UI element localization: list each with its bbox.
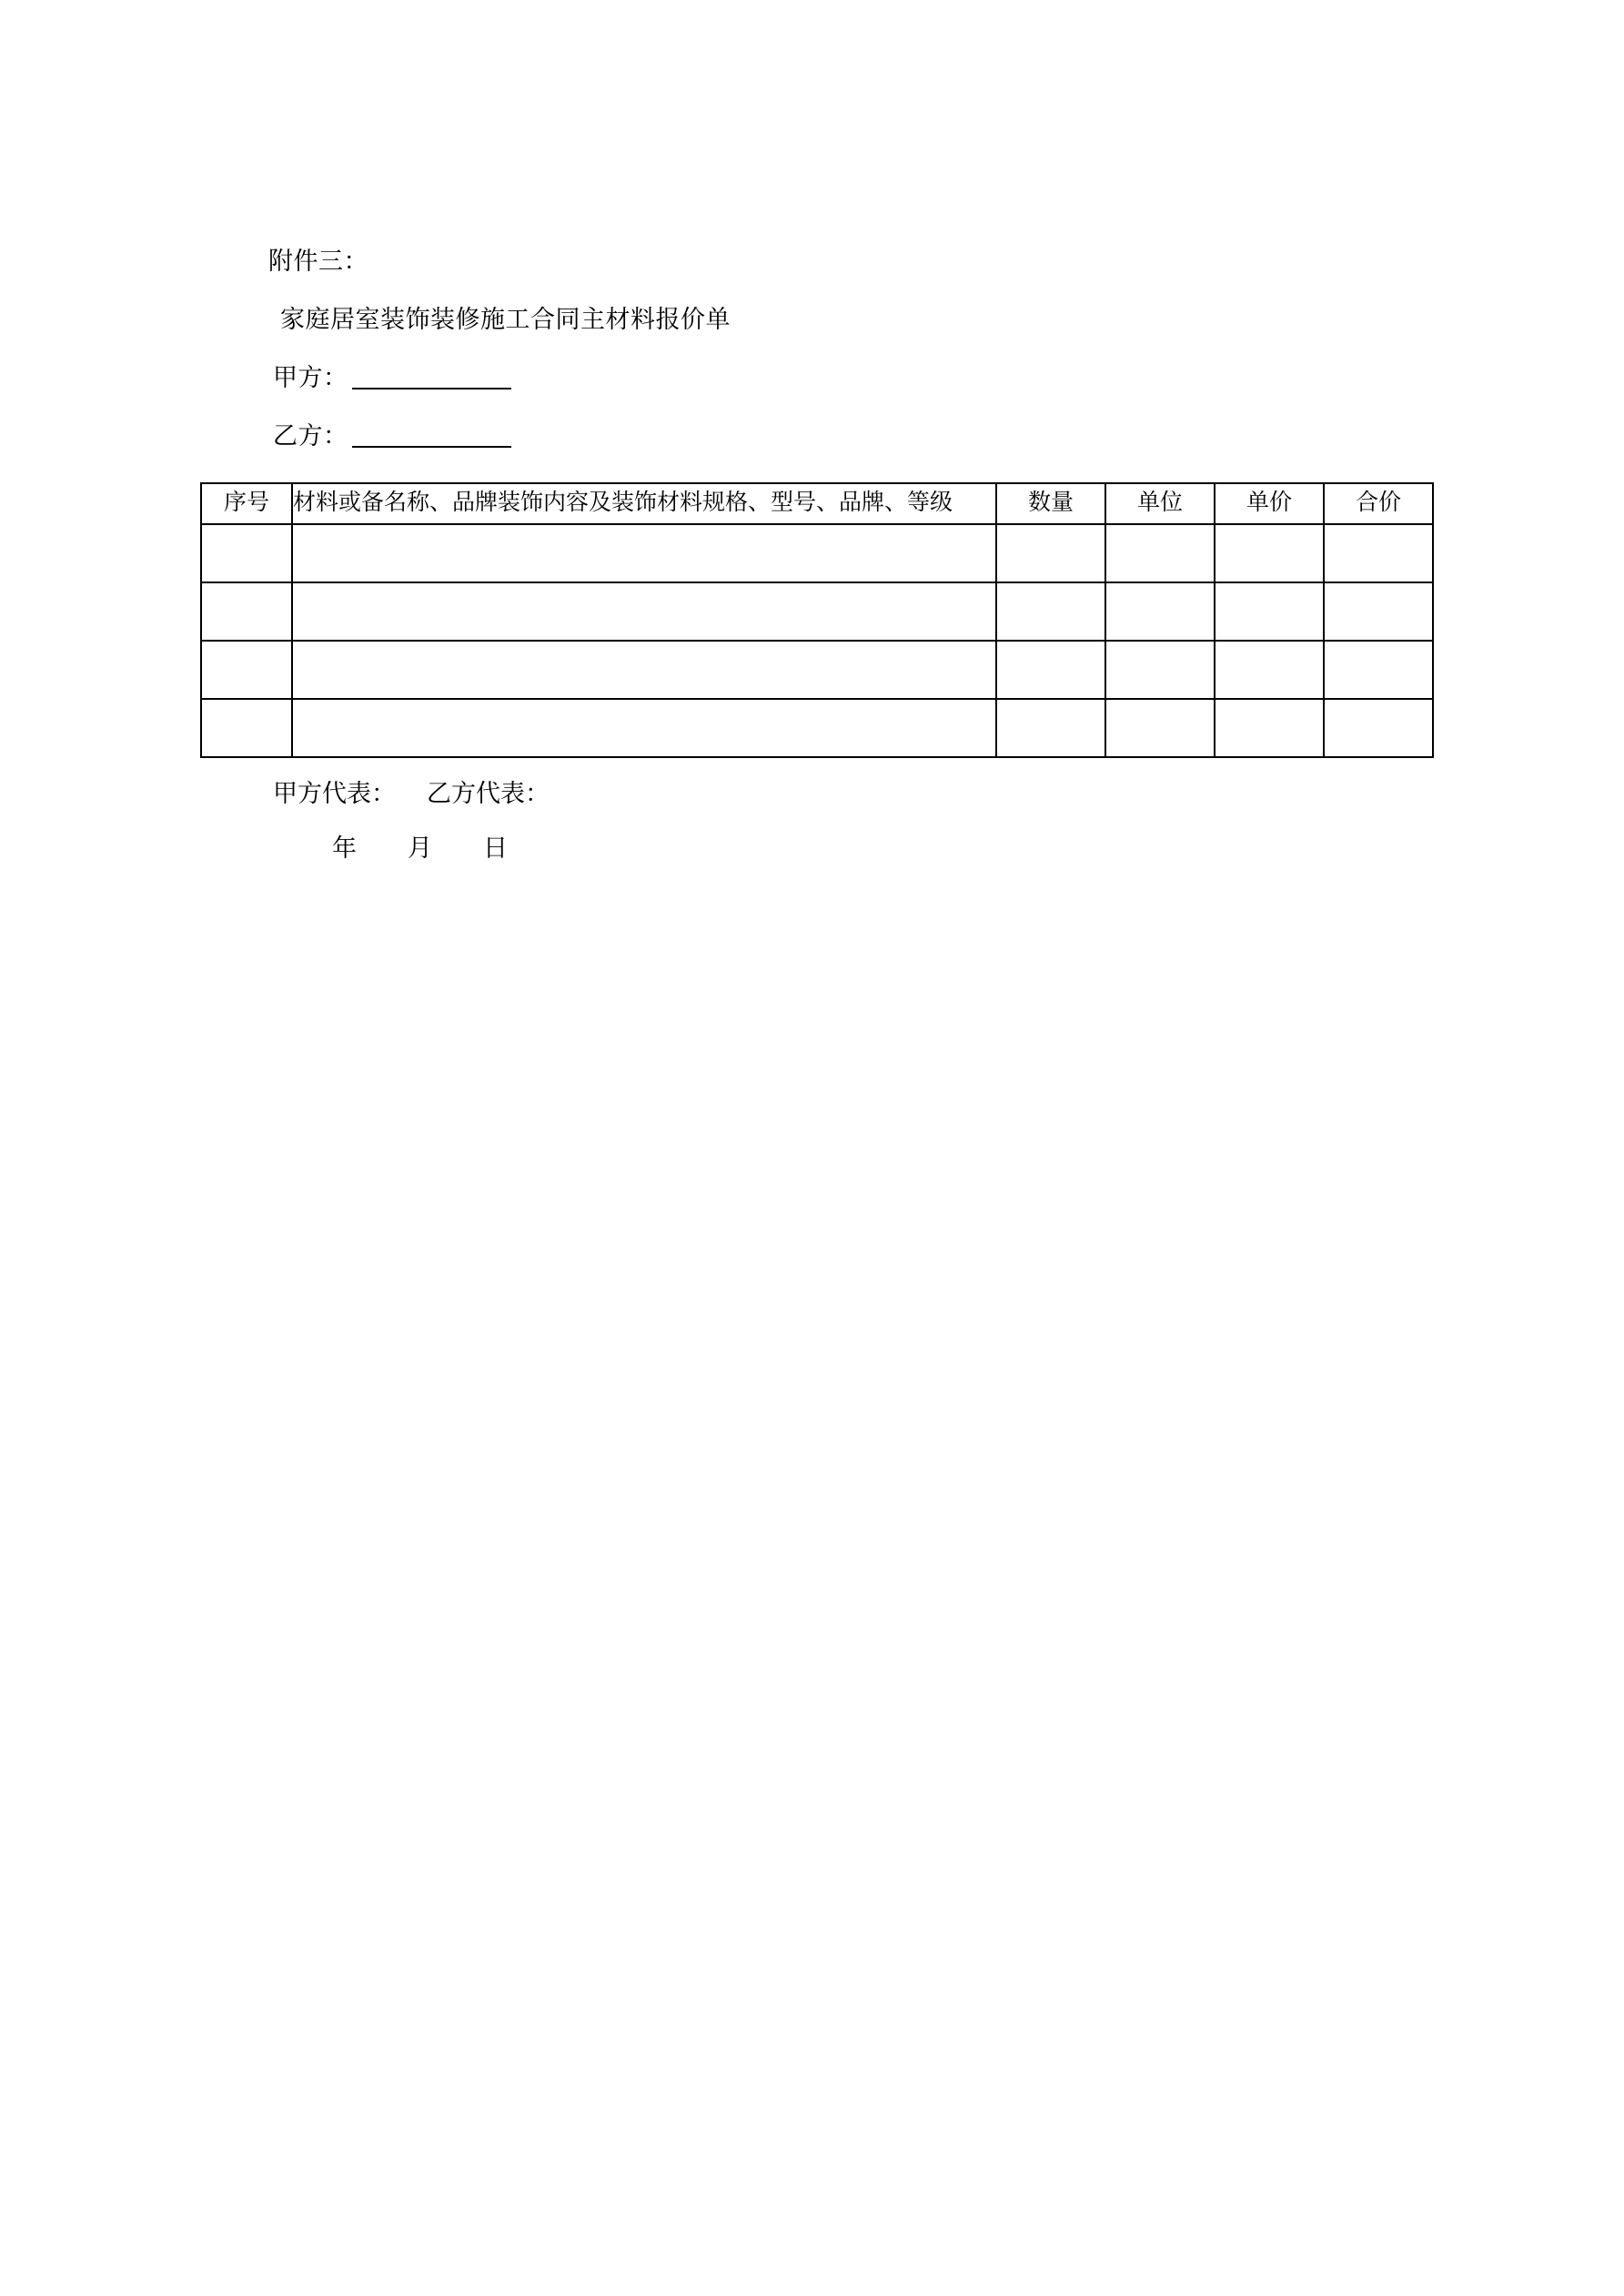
header-seq: 序号 bbox=[201, 483, 292, 524]
cell-description[interactable] bbox=[292, 641, 996, 699]
date-year-label: 年 bbox=[332, 834, 357, 862]
cell-unit-price[interactable] bbox=[1215, 699, 1324, 757]
attachment-label: 附件三： bbox=[268, 248, 368, 275]
party-a-label: 甲方： bbox=[273, 364, 348, 391]
cell-seq[interactable] bbox=[201, 641, 292, 699]
date-day-label: 日 bbox=[483, 834, 508, 862]
cell-unit[interactable] bbox=[1105, 582, 1215, 641]
cell-total-price[interactable] bbox=[1324, 699, 1433, 757]
cell-quantity[interactable] bbox=[996, 524, 1105, 582]
table-row bbox=[201, 699, 1433, 757]
party-a-line bbox=[200, 349, 1456, 407]
party-b-blank[interactable] bbox=[352, 446, 511, 448]
header-description: 材料或备名称、品牌装饰内容及装饰材料规格、型号、品牌、等级 bbox=[292, 483, 996, 524]
cell-unit[interactable] bbox=[1105, 524, 1215, 582]
header-unit-price: 单价 bbox=[1215, 483, 1324, 524]
date-month-label: 月 bbox=[408, 834, 432, 862]
cell-unit-price[interactable] bbox=[1215, 524, 1324, 582]
document-content bbox=[200, 232, 1456, 862]
party-a-blank[interactable] bbox=[352, 388, 511, 389]
cell-total-price[interactable] bbox=[1324, 582, 1433, 641]
cell-description[interactable] bbox=[292, 524, 996, 582]
header-unit: 单位 bbox=[1105, 483, 1215, 524]
cell-unit[interactable] bbox=[1105, 699, 1215, 757]
material-quote-table bbox=[200, 482, 1434, 758]
cell-total-price[interactable] bbox=[1324, 641, 1433, 699]
signature-row bbox=[200, 774, 550, 809]
table-row bbox=[201, 641, 1433, 699]
cell-description[interactable] bbox=[292, 699, 996, 757]
cell-unit[interactable] bbox=[1105, 641, 1215, 699]
table-header-row bbox=[201, 483, 1433, 524]
party-b-rep-label: 乙方代表： bbox=[427, 780, 550, 807]
cell-seq[interactable] bbox=[201, 582, 292, 641]
document-title: 家庭居室装饰装修施工合同主材料报价单 bbox=[280, 306, 731, 333]
party-b-label: 乙方： bbox=[273, 422, 348, 450]
cell-quantity[interactable] bbox=[996, 582, 1105, 641]
date-row bbox=[200, 828, 508, 864]
table-row bbox=[201, 524, 1433, 582]
cell-quantity[interactable] bbox=[996, 641, 1105, 699]
cell-seq[interactable] bbox=[201, 699, 292, 757]
cell-description[interactable] bbox=[292, 582, 996, 641]
cell-total-price[interactable] bbox=[1324, 524, 1433, 582]
header-total-price: 合价 bbox=[1324, 483, 1433, 524]
cell-seq[interactable] bbox=[201, 524, 292, 582]
cell-unit-price[interactable] bbox=[1215, 641, 1324, 699]
table-row bbox=[201, 582, 1433, 641]
cell-unit-price[interactable] bbox=[1215, 582, 1324, 641]
party-a-rep-label: 甲方代表： bbox=[273, 780, 396, 807]
party-b-line bbox=[200, 407, 1456, 465]
cell-quantity[interactable] bbox=[996, 699, 1105, 757]
header-quantity: 数量 bbox=[996, 483, 1105, 524]
